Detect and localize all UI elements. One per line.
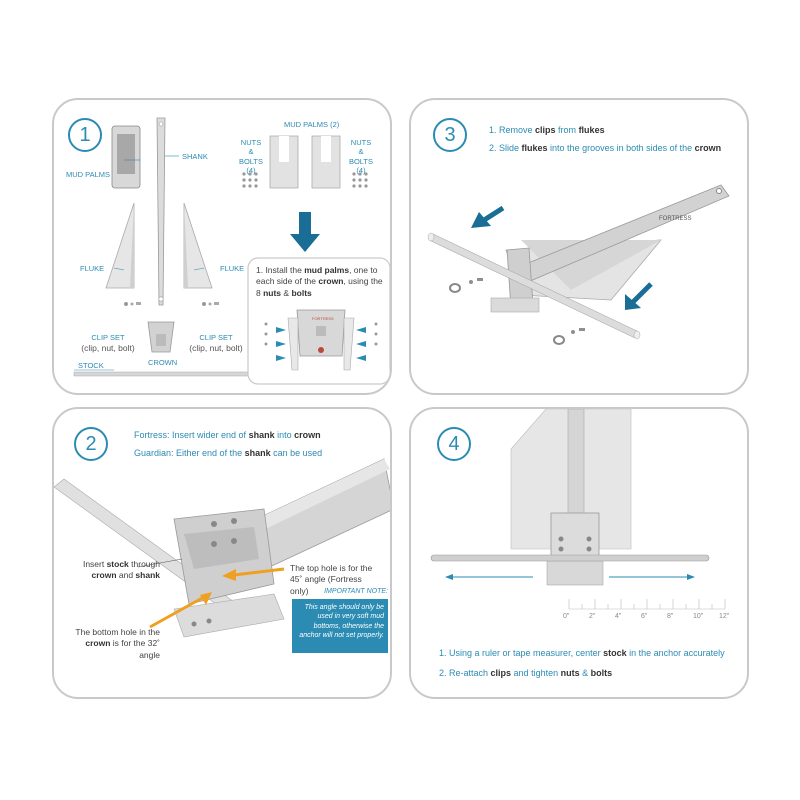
- slide-arrow-left-icon: [471, 208, 503, 228]
- fluke-right-part: [184, 203, 212, 288]
- step-3-instruction-2: 2. Slide flukes into the grooves in both sides of the crown: [489, 143, 722, 153]
- clip-set-left-label: CLIP SET: [91, 333, 125, 342]
- stock-label: STOCK: [78, 361, 104, 370]
- clip-set-right: [202, 302, 219, 306]
- nuts-bolts-right-label: NUTS & BOLTS (4): [348, 138, 374, 176]
- clip-set-right-label: CLIP SET: [199, 333, 233, 342]
- top-hole-note: The top hole is for the 45˚ angle (Fortress only): [290, 563, 373, 596]
- guardian-instruction: Guardian: Either end of the shank can be used: [134, 448, 323, 458]
- mud-palms-2-label: MUD PALMS (2): [284, 120, 340, 129]
- fortress-instruction: Fortress: Insert wider end of shank into crown: [134, 430, 321, 440]
- step-number-1: 1: [68, 118, 102, 152]
- step-4-instruction-2: 2. Re-attach clips and tighten nuts & bolts: [439, 668, 613, 678]
- important-note-text: This angle should only be used in very soft mud bottoms, otherwise the anchor will not set properly.: [299, 604, 384, 640]
- step-number-2: 2: [74, 427, 108, 461]
- fluke-right-label: FLUKE: [220, 264, 245, 273]
- fluke-left-label: FLUKE: [80, 264, 105, 273]
- important-note-title: IMPORTANT NOTE:: [324, 588, 388, 595]
- center-arrow-right-icon: [609, 574, 695, 580]
- anchor-assembly-illustration: [411, 100, 749, 395]
- fluke-left-part: [106, 203, 134, 288]
- step-number-3: 3: [433, 118, 467, 152]
- down-arrow-icon: [290, 212, 320, 252]
- step-3-instruction-1: 1. Remove clips from flukes: [489, 125, 605, 135]
- insert-stock-note: Insert stock through crown and shank: [82, 559, 160, 581]
- nuts-bolts-left-label: NUTS & BOLTS (4): [238, 138, 264, 176]
- shank-label: SHANK: [182, 152, 208, 161]
- clip-set-left-detail: (clip, nut, bolt): [81, 342, 135, 353]
- clip-right: [554, 328, 585, 344]
- ruler-tick-label: 10": [693, 613, 704, 620]
- panel-step-2: [52, 407, 392, 699]
- shank-brand-text: FORTRESS: [659, 216, 692, 222]
- clip-set-right-detail: (clip, nut, bolt): [189, 342, 243, 353]
- panel-step-1: [52, 98, 392, 395]
- crown-brand-text: FORTRESS: [312, 316, 334, 321]
- step-4-instruction-1: 1. Using a ruler or tape measurer, center stock in the anchor accurately: [439, 648, 725, 658]
- bottom-hole-note: The bottom hole in the crown is for the 32˚ angle: [75, 627, 160, 660]
- clip-set-left-text: [78, 332, 138, 353]
- clip-set-right-text: [186, 332, 246, 353]
- ruler-tick-label: 6": [641, 613, 648, 620]
- ruler-tick-label: 4": [615, 613, 622, 620]
- panel-step-3: [409, 98, 749, 395]
- clip-left: [450, 278, 483, 292]
- slide-arrow-right-icon: [625, 284, 651, 310]
- ruler-tick-label: 8": [667, 613, 674, 620]
- ruler-tick-label: 0": [563, 613, 570, 620]
- shank-part: [157, 118, 165, 305]
- crown-label: CROWN: [148, 358, 178, 367]
- panel-step-4: [409, 407, 749, 699]
- step-number-4: 4: [437, 427, 471, 461]
- mud-palms-label: MUD PALMS: [66, 170, 111, 179]
- clip-set-left: [124, 302, 141, 306]
- ruler-tick-label: 2": [589, 613, 596, 620]
- ruler-tick-label: 12": [719, 613, 730, 620]
- center-arrow-left-icon: [445, 574, 533, 580]
- ruler: [569, 599, 725, 609]
- install-instructions: 1. Install the mud palms, one to each side of the crown, using the 8 nuts & bolts: [256, 265, 383, 298]
